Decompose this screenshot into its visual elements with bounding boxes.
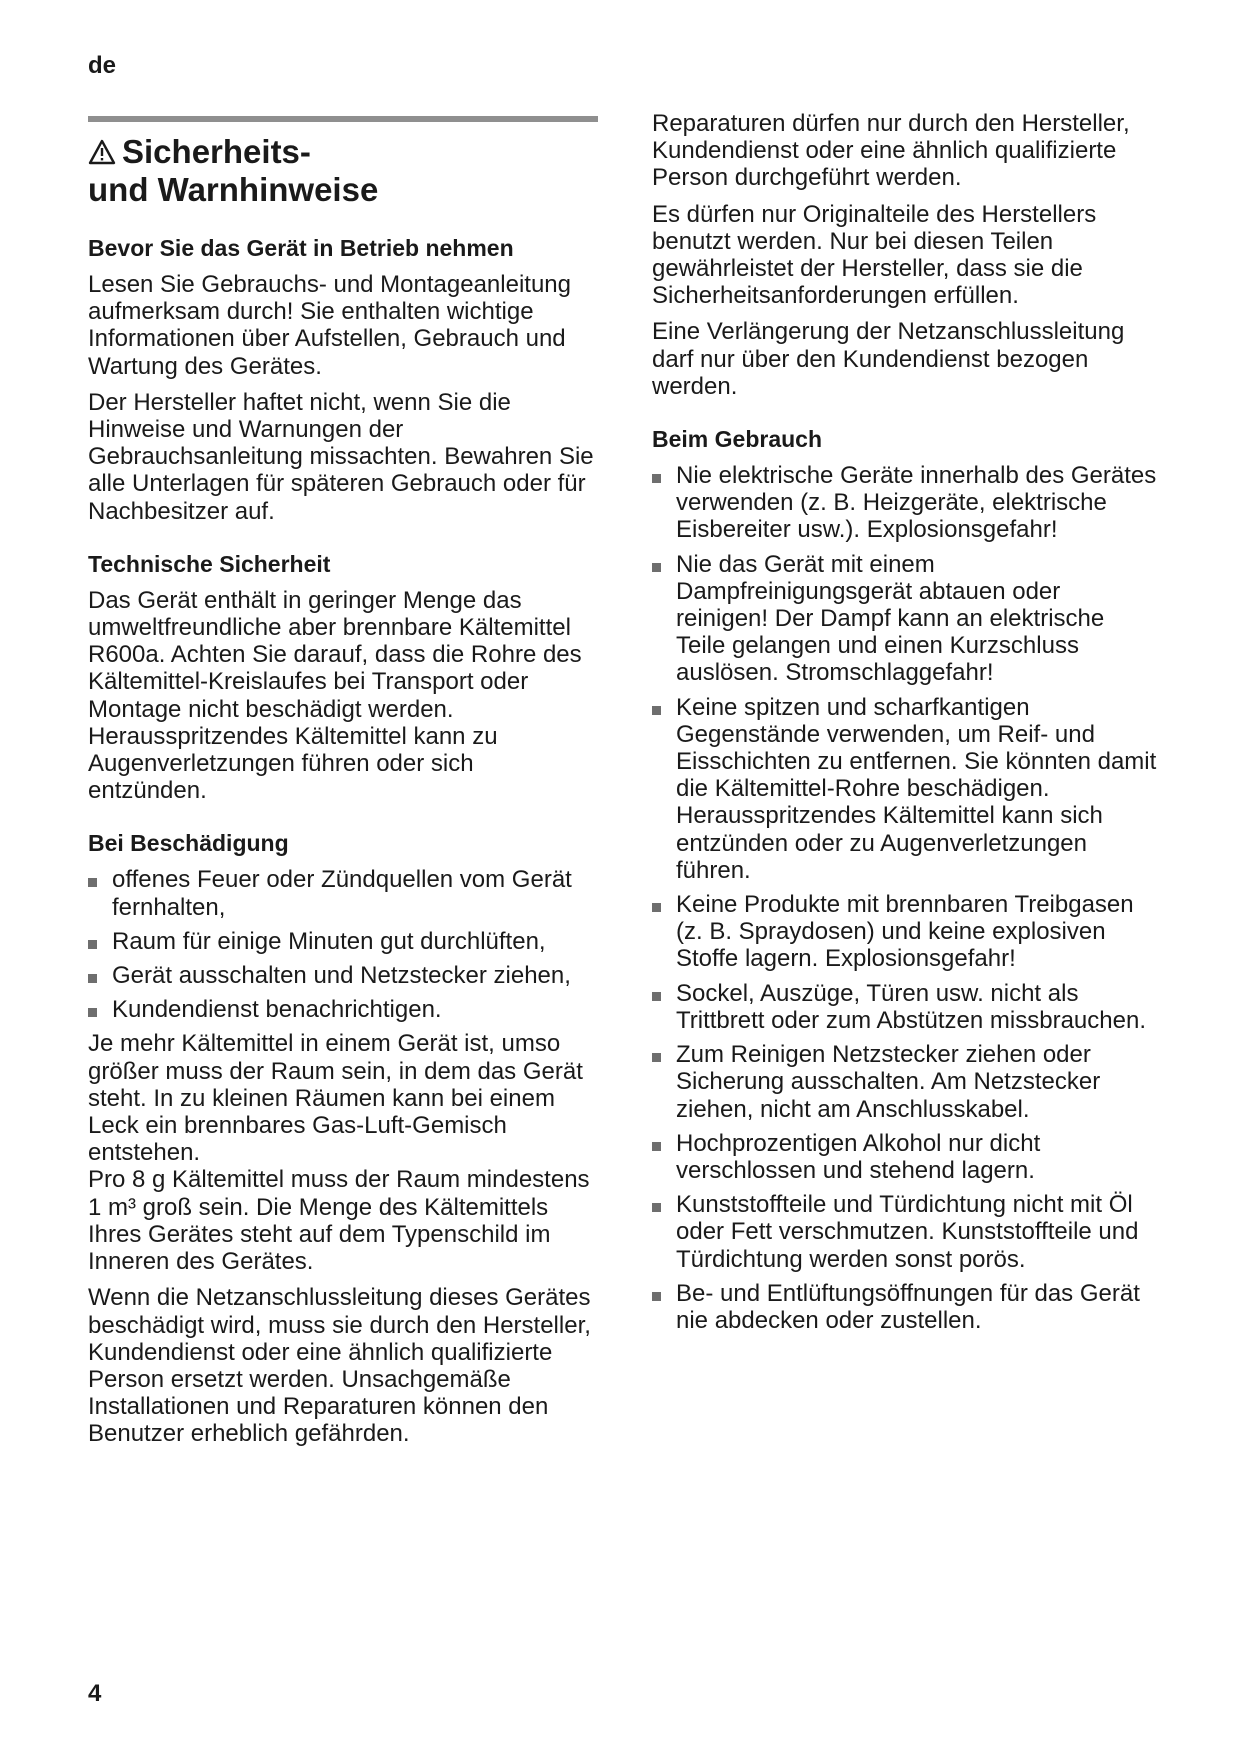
page-title	[88, 134, 598, 208]
bullet-square-icon	[88, 878, 97, 887]
list-item: Raum für einige Minuten gut durchlüften,	[88, 928, 598, 955]
bullet-square-icon	[652, 706, 661, 715]
paragraph: Der Hersteller haftet nicht, wenn Sie die Hinweise und Warnungen der Gebrauchsanleitung missachten. Bewahren Sie alle Unterlagen für späteren Gebrauch oder für Nachbesitzer auf.	[88, 388, 594, 525]
bullet-square-icon	[652, 563, 661, 572]
list-item: Gerät ausschalten und Netzstecker ziehen,	[88, 962, 598, 989]
paragraph: Das Gerät enthält in geringer Menge das umweltfreundliche aber brennbare Kältemittel R600a. Achten Sie darauf, dass die Rohre des Kältemittel-Kreislaufes bei Transport oder Montage nicht beschädigt werden. Herausspritzendes Kältemittel kann zu Augenverletzungen führen oder sich entzünden.	[88, 586, 582, 805]
damage-list	[88, 866, 598, 1023]
heading-before-use: Bevor Sie das Gerät in Betrieb nehmen	[88, 235, 514, 261]
heading-in-use: Beim Gebrauch	[652, 426, 822, 453]
paragraph: Reparaturen dürfen nur durch den Hersteller, Kundendienst oder eine ähnlich qualifizierte Person durchgeführt werden.	[652, 110, 1130, 192]
bullet-square-icon	[652, 903, 661, 912]
bullet-square-icon	[88, 940, 97, 949]
warning-triangle-icon	[88, 136, 116, 172]
language-code: de	[88, 52, 117, 79]
heading-technical-safety: Technische Sicherheit	[88, 550, 331, 577]
heading-damage: Bei Beschädigung	[88, 830, 289, 857]
bullet-square-icon	[652, 1142, 661, 1151]
bullet-square-icon	[88, 974, 97, 983]
title-line-1: Sicherheits-	[122, 133, 311, 170]
paragraph: Eine Verlängerung der Netzanschlussleitung darf nur über den Kundendienst bezogen werden.	[652, 318, 1125, 400]
bullet-square-icon	[652, 992, 661, 1001]
left-column	[88, 116, 598, 1457]
list-item: Kundendienst benachrichtigen.	[88, 996, 598, 1023]
list-item: Zum Reinigen Netzstecker ziehen oder Sicherung ausschalten. Am Netzstecker ziehen, nicht am Anschlusskabel.	[652, 1041, 1157, 1123]
page-number: 4	[88, 1680, 102, 1707]
list-item: Nie das Gerät mit einem Dampfreinigungsgerät abtauen oder reinigen! Der Dampf kann an elektrische Teile gelangen und einen Kurzschluss auslösen. Stromschlaggefahr!	[652, 551, 1157, 687]
paragraph: Wenn die Netzanschlussleitung dieses Gerätes beschädigt wird, muss sie durch den Hersteller, Kundendienst oder eine ähnlich qualifizierte Person ersetzt werden. Unsachgemäße Installationen und Reparaturen können den Benutzer erheblich gefährden.	[88, 1284, 591, 1448]
paragraph: Je mehr Kältemittel in einem Gerät ist, umso größer muss der Raum sein, in dem das Gerät steht. In zu kleinen Räumen kann bei einem Leck ein brennbares Gas-Luft-Gemisch entstehen.	[88, 1030, 583, 1167]
list-item: Sockel, Auszüge, Türen usw. nicht als Trittbrett oder zum Abstützen missbrauchen.	[652, 980, 1157, 1034]
paragraph: Es dürfen nur Originalteile des Herstellers benutzt werden. Nur bei diesen Teilen gewährleistet der Hersteller, dass sie die Sicherheitsanforderungen erfüllen.	[652, 200, 1097, 310]
title-line-2: und Warnhinweise	[88, 171, 379, 208]
paragraph: Lesen Sie Gebrauchs- und Montageanleitung aufmerksam durch! Sie enthalten wichtige Informationen über Aufstellen, Gebrauch und Wartung des Gerätes.	[88, 271, 571, 380]
list-item: Nie elektrische Geräte innerhalb des Gerätes verwenden (z. B. Heizgeräte, elektrische Eisbereiter usw.). Explosionsgefahr!	[652, 462, 1157, 544]
paragraph: Pro 8 g Kältemittel muss der Raum mindestens 1 m³ groß sein. Die Menge des Kältemittels Ihres Gerätes steht auf dem Typenschild im Inneren des Gerätes.	[88, 1166, 590, 1276]
section-rule	[88, 116, 598, 122]
bullet-square-icon	[652, 1292, 661, 1301]
list-item: Keine Produkte mit brennbaren Treibgasen (z. B. Spraydosen) und keine explosiven Stoffe lagern. Explosionsgefahr!	[652, 891, 1157, 973]
right-column	[652, 110, 1157, 1341]
bullet-square-icon	[652, 1203, 661, 1212]
list-item: offenes Feuer oder Zündquellen vom Gerät fernhalten,	[88, 866, 598, 920]
bullet-square-icon	[652, 1053, 661, 1062]
list-item: Be- und Entlüftungsöffnungen für das Gerät nie abdecken oder zustellen.	[652, 1280, 1157, 1334]
list-item: Keine spitzen und scharfkantigen Gegenstände verwenden, um Reif- und Eisschichten zu entfernen. Sie könnten damit die Kältemittel-Rohre beschädigen. Herausspritzendes Kältemittel kann sich entzünden oder zu Augenverletzungen führen.	[652, 694, 1157, 884]
bullet-square-icon	[652, 474, 661, 483]
usage-list	[652, 462, 1157, 1334]
list-item: Hochprozentigen Alkohol nur dicht verschlossen und stehend lagern.	[652, 1130, 1157, 1184]
bullet-square-icon	[88, 1008, 97, 1017]
list-item: Kunststoffteile und Türdichtung nicht mit Öl oder Fett verschmutzen. Kunststoffteile und Türdichtung werden sonst porös.	[652, 1191, 1157, 1273]
